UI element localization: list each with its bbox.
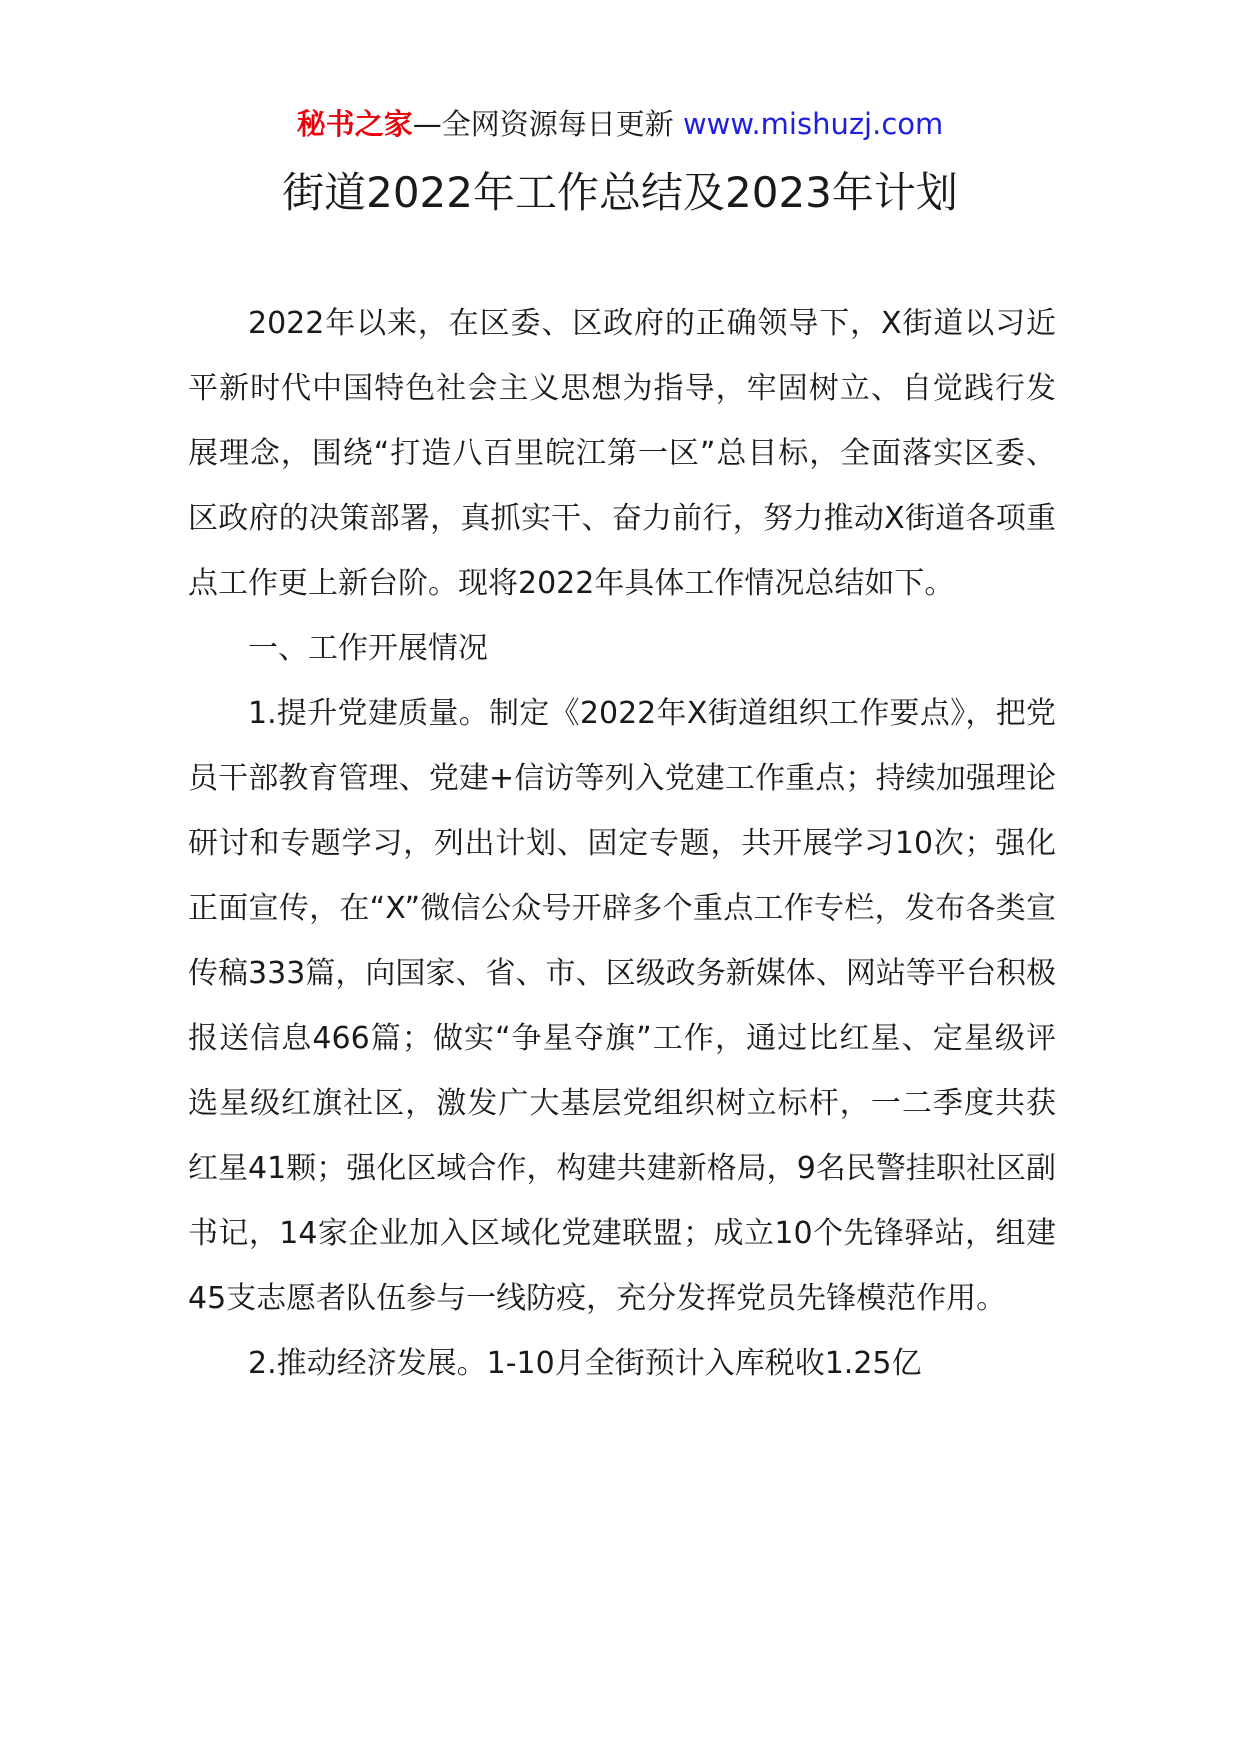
brand-name: 秘书之家 — [296, 107, 413, 141]
party-building-paragraph: 1.提升党建质量。制定《2022年X街道组织工作要点》，把党员干部教育管理、党建+信访等列入党建工作重点；持续加强理论研讨和专题学习，列出计划、固定专题，共开展学习10次；强化正面宣传，在“X”微信公众号开辟多个重点工作专栏，发布各类宣传稿333篇，向国家、省、市、区级政务新媒体、网站等平台积极报送信息466篇；做实“争星夺旗”工作，通过比红星、定星级评选星级红旗社区，激发广大基层党组织树立标杆，一二季度共获红星41颗；强化区域合作，构建共建新格局，9名民警挂职社区副书记，14家企业加入区域化党建联盟；成立10个先锋驿站，组建45支志愿者队伍参与一线防疫，充分发挥党员先锋模范作用。 — [188, 696, 1056, 1316]
economy-paragraph: 2.推动经济发展。1-10月全街预计入库税收1.25亿 — [248, 1346, 922, 1381]
site-header — [0, 104, 1240, 144]
document-body — [188, 291, 1056, 1396]
document-title: 街道2022年工作总结及2023年计划 — [282, 168, 958, 217]
header-slogan: —全网资源每日更新 — [412, 107, 683, 141]
intro-paragraph: 2022年以来，在区委、区政府的正确领导下，X街道以习近平新时代中国特色社会主义思想为指导，牢固树立、自觉践行发展理念，围绕“打造八百里皖江第一区”总目标，全面落实区委、区政府的决策部署，真抓实干、奋力前行，努力推动X街道各项重点工作更上新台阶。现将2022年具体工作情况总结如下。 — [188, 306, 1056, 601]
section-heading: 一、工作开展情况 — [248, 631, 488, 666]
site-url-link[interactable]: www.mishuzj.com — [682, 107, 944, 141]
